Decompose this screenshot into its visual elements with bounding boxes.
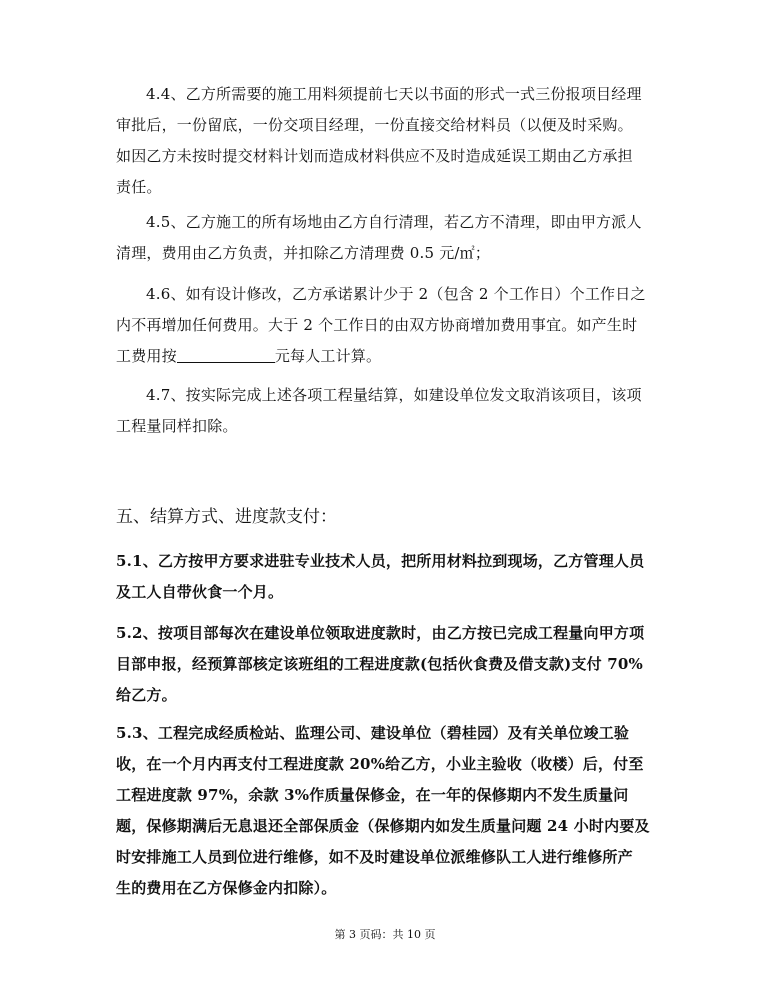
clause-4-7-line-2: 工程量同样扣除。 bbox=[116, 417, 238, 435]
clause-4-4-line-2: 审批后，一份留底，一份交项目经理，一份直接交给材料员（以便及时采购。 bbox=[116, 116, 633, 134]
clause-4-4 bbox=[116, 79, 656, 203]
clause-4-4-line-3: 如因乙方未按时提交材料计划而造成材料供应不及时造成延误工期由乙方承担 bbox=[116, 147, 633, 165]
clause-5-1-line-1: 5.1、乙方按甲方要求进驻专业技术人员，把所用材料拉到现场，乙方管理人员 bbox=[116, 552, 645, 570]
clause-4-6 bbox=[116, 279, 656, 372]
clause-5-3-line-3: 工程进度款 97%，余款 3%作质量保修金，在一年的保修期内不发生质量问 bbox=[116, 786, 629, 804]
clause-4-5 bbox=[116, 207, 656, 269]
clause-4-5-line-2: 清理，费用由乙方负责，并扣除乙方清理费 0.5 元/㎡； bbox=[116, 244, 491, 262]
clause-5-3-line-4: 题，保修期满后无息退还全部保质金（保修期内如发生质量问题 24 小时内要及 bbox=[116, 817, 650, 835]
section-5-heading: 五、结算方式、进度款支付： bbox=[116, 507, 337, 527]
clause-4-6-line-1: 4.6、如有设计修改，乙方承诺累计少于 2（包含 2 个工作日）个工作日之 bbox=[146, 285, 646, 303]
clause-4-6-line-3 bbox=[116, 341, 656, 372]
clause-4-4-line-1: 4.4、乙方所需要的施工用料须提前七天以书面的形式一式三份报项目经理 bbox=[146, 85, 642, 103]
clause-5-3-line-1: 5.3、工程完成经质检站、监理公司、建设单位（碧桂园）及有关单位竣工验 bbox=[116, 724, 630, 742]
clause-5-2 bbox=[116, 618, 656, 711]
clause-5-3-line-2: 收，在一个月内再支付工程进度款 20%给乙方，小业主验收（收楼）后，付至 bbox=[116, 755, 644, 773]
clause-5-3 bbox=[116, 718, 656, 904]
clause-4-6-line-3-suffix: 元每人工计算。 bbox=[274, 347, 382, 365]
fill-in-blank[interactable] bbox=[177, 348, 275, 363]
clause-5-2-line-2: 目部申报，经预算部核定该班组的工程进度款(包括伙食费及借支款)支付 70% bbox=[116, 655, 643, 673]
clause-5-1 bbox=[116, 546, 656, 608]
clause-4-5-line-1: 4.5、乙方施工的所有场地由乙方自行清理，若乙方不清理，即由甲方派人 bbox=[146, 213, 642, 231]
clause-5-3-line-6: 生的费用在乙方保修金内扣除）。 bbox=[116, 879, 337, 897]
clause-4-4-line-4: 责任。 bbox=[116, 178, 162, 196]
clause-4-6-line-3-prefix: 工费用按 bbox=[116, 347, 177, 365]
page-footer: 第 3 页码：共 10 页 bbox=[334, 928, 436, 941]
clause-4-6-line-2: 内不再增加任何费用。大于 2 个工作日的由双方协商增加费用事宜。如产生时 bbox=[116, 316, 638, 334]
clause-4-7-line-1: 4.7、按实际完成上述各项工程量结算，如建设单位发文取消该项目，该项 bbox=[146, 386, 642, 404]
clause-5-2-line-3: 给乙方。 bbox=[116, 686, 177, 704]
clause-5-1-line-2: 及工人自带伙食一个月。 bbox=[116, 583, 284, 601]
clause-4-7 bbox=[116, 380, 656, 442]
clause-5-2-line-1: 5.2、按项目部每次在建设单位领取进度款时，由乙方按已完成工程量向甲方项 bbox=[116, 624, 645, 642]
clause-5-3-line-5: 时安排施工人员到位进行维修，如不及时建设单位派维修队工人进行维修所产 bbox=[116, 848, 633, 866]
